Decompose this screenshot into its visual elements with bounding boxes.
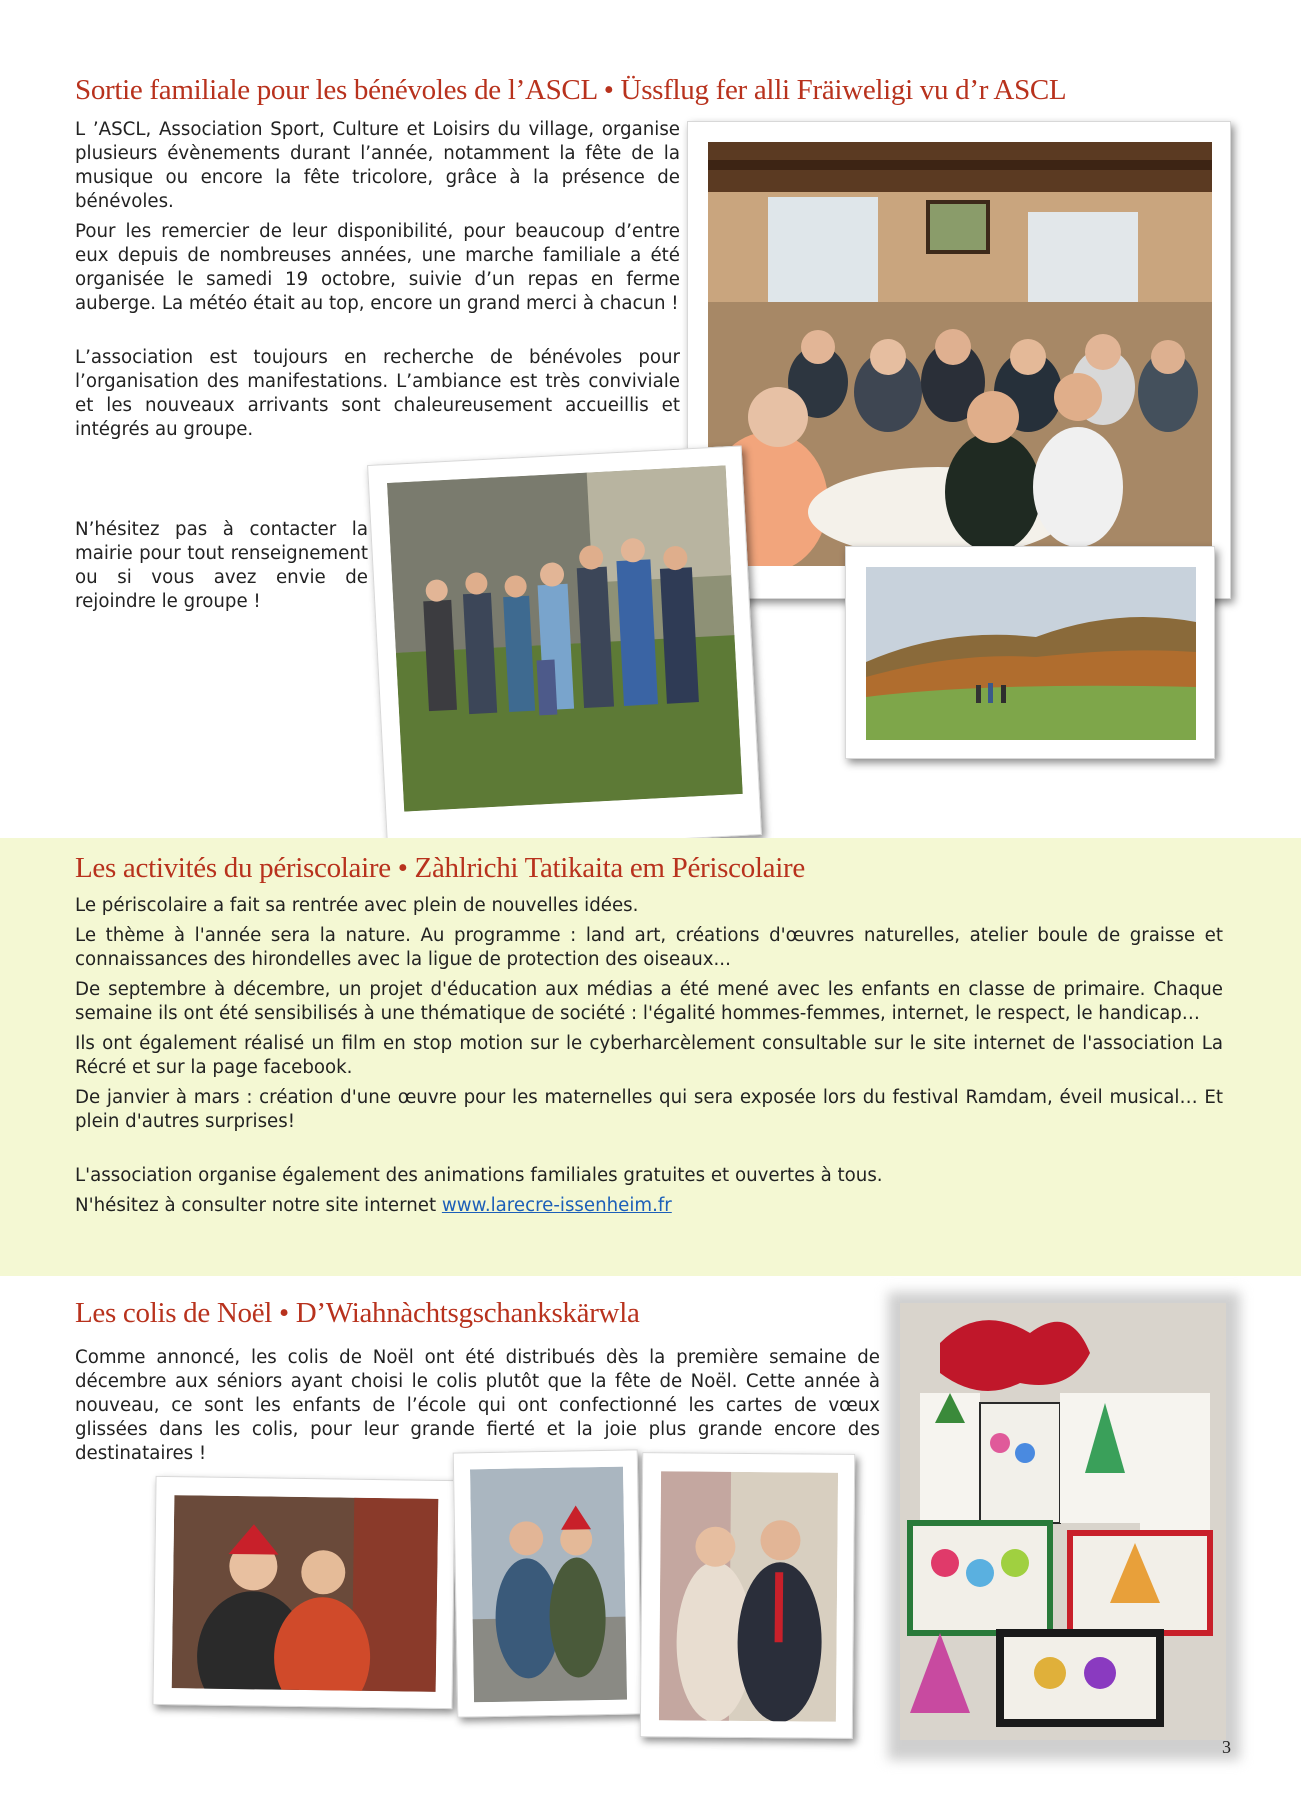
photo-hiking-group <box>367 445 762 854</box>
photo-restaurant-group <box>687 121 1231 599</box>
ascl-paragraph-3: L’association est toujours en recherche de bénévoles pour l’organisation des manifestations. L’ambiance est très conviviale et les nouveaux arrivants sont chaleureusement accueillis et intégrés au groupe. <box>75 347 680 440</box>
ascl-paragraph-2: Pour les remercier de leur disponibilité, pour beaucoup d’entre eux depuis de nombreuses années, une marche familiale a été organisée le samedi 19 octobre, suivie d’un repas en ferme auberge. La météo était au top, encore un grand merci à chacun ! <box>75 221 680 314</box>
page-number: 3 <box>1222 1737 1231 1757</box>
periscolaire-paragraph-5: De janvier à mars : création d'une œuvre pour les maternelles qui sera exposée lors du festival Ramdam, éveil musical… Et plein d'autres surprises! <box>75 1087 1223 1132</box>
ascl-text-block <box>75 118 680 448</box>
photo-autumn-meadow <box>845 546 1215 759</box>
periscolaire-paragraph-1: Le périscolaire a fait sa rentrée avec plein de nouvelles idées. <box>75 895 639 916</box>
periscolaire-paragraph-2: Le thème à l'année sera la nature. Au programme : land art, créations d'œuvres naturelles, atelier boule de graisse et connaissances des hirondelles avec la ligue de protection des oiseaux... <box>75 925 1223 970</box>
section-title-colis-noel: Les colis de Noël • D’Wiahnàchtsgschankskärwla <box>75 1297 640 1329</box>
periscolaire-paragraph-6: L'association organise également des animations familiales gratuites et ouvertes à tous. <box>75 1165 883 1186</box>
periscolaire-paragraph-3: De septembre à décembre, un projet d'éducation aux médias a été mené avec les enfants en classe de primaire. Chaque semaine ils ont été sensibilisés à une thématique de société : l'égalité hommes-femmes, internet, le respect, le handicap… <box>75 979 1223 1024</box>
periscolaire-paragraph-7 <box>75 1194 1223 1218</box>
larecre-website-link[interactable]: www.larecre-issenheim.fr <box>441 1195 672 1216</box>
periscolaire-website-prefix: N'hésitez à consulter notre site internet <box>75 1195 442 1216</box>
ascl-paragraph-4: N’hésitez pas à contacter la mairie pour tout renseignement ou si vous avez envie de rejoindre le groupe ! <box>75 519 368 612</box>
ascl-contact-text <box>75 518 368 620</box>
periscolaire-paragraph-4: Ils ont également réalisé un film en stop motion sur le cyberharcèlement consultable sur le site internet de l'association La Récré et sur la page facebook. <box>75 1033 1223 1078</box>
section-title-periscolaire: Les activités du périscolaire • Zàhlrichi Tatikaita em Périscolaire <box>75 852 805 884</box>
section-title-ascl: Sortie familiale pour les bénévoles de l’ASCL • Üssflug fer alli Fräiweligi vu d’r ASCL <box>75 74 1067 106</box>
colis-paragraph-1: Comme annoncé, les colis de Noël ont été distribués dès la première semaine de décembre aux séniors ayant choisi le colis plutôt que la fête de Noël. Cette année à nouveau, ce sont les enfants de l’école qui ont confectionné les cartes de vœux glissées dans les colis, pour leur grande fierté et la joie plus grande encore des destinataires ! <box>75 1347 880 1464</box>
photo-christmas-cards <box>900 1303 1226 1740</box>
photo-colis-women <box>152 1476 455 1709</box>
photo-colis-seniors <box>640 1452 855 1739</box>
photo-colis-couple <box>453 1449 643 1717</box>
periscolaire-text-block <box>75 894 1223 1224</box>
ascl-paragraph-1: L ’ASCL, Association Sport, Culture et Loisirs du village, organise plusieurs évènements durant l’année, notamment la fête de la musique ou encore la fête tricolore, grâce à la présence de bénévoles. <box>75 119 680 212</box>
